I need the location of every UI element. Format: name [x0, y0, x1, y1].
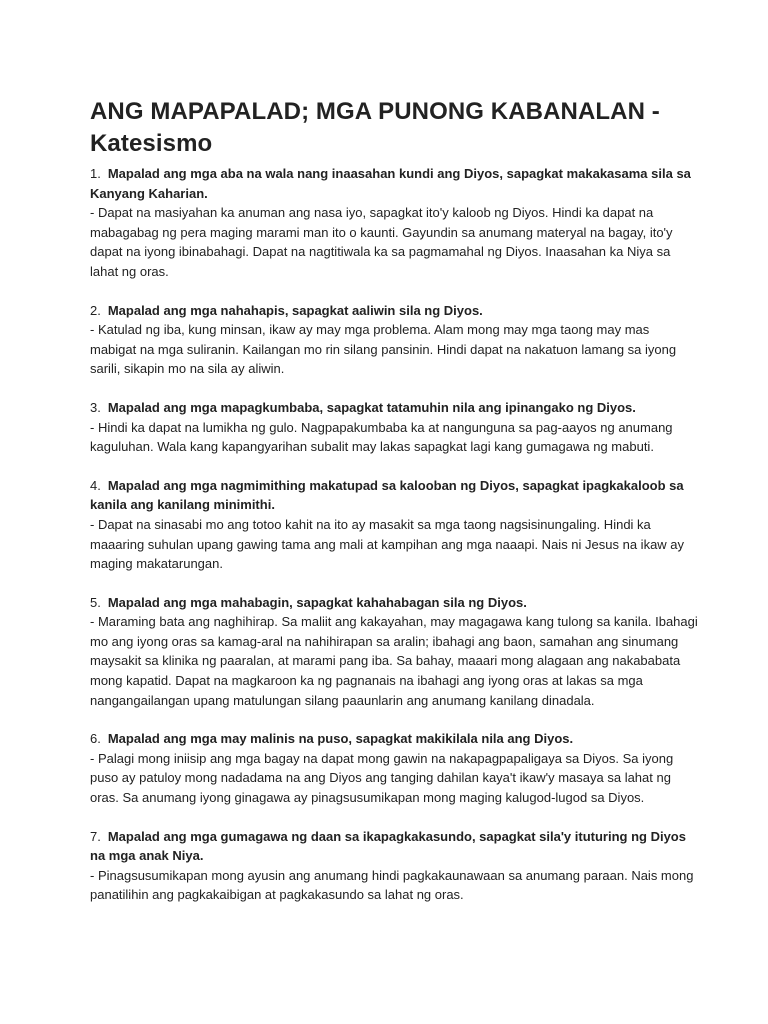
item-description: - Maraming bata ang naghihirap. Sa maliit ang kakayahan, may magagawa kang tulong sa kanila. Ibahagi mo ang iyong oras sa kamag-aral na nahihirapan sa aralin; ibahagi ang baon, samahan ang sinumang maysakit sa klinika ng paaralan, at marami pang iba. Sa bahay, maaari mong alagaan ang nakababata mong kapatid. Dapat na magkaroon ka ng pagnanais na ibahagi ang iyong oras at lakas sa mga nangangailangan upang matulungan silang paaunlarin ang anumang kanilang dinadala. [90, 614, 698, 708]
beatitude-item [90, 593, 698, 711]
beatitude-item [90, 729, 698, 807]
item-heading: Mapalad ang mga gumagawa ng daan sa ikapagkakasundo, sapagkat sila'y ituturing ng Diyos na mga anak Niya. [90, 828, 686, 864]
item-description: - Dapat na masiyahan ka anuman ang nasa iyo, sapagkat ito'y kaloob ng Diyos. Hindi ka dapat na mabagabag ng pera maging marami man ito o kaunti. Gayundin sa anumang materyal na bagay, ito'y dapat na iyong ibinabahagi. Dapat na nagtitiwala ka sa pagmamahal ng Diyos. Inaasahan ka Niya sa lahat ng oras. [90, 205, 673, 279]
item-number: 3. [90, 399, 101, 415]
item-number: 4. [90, 477, 101, 493]
beatitude-item [90, 398, 698, 457]
item-description: - Palagi mong iniisip ang mga bagay na dapat mong gawin na nakapagpapaligaya sa Diyos. Sa iyong puso ay patuloy mong nadadama na ang Diyos ang tanging dahilan kaya't ikaw'y masaya sa lahat ng oras. Sa anumang iyong ginagawa ay pinagsusumikapan mong maging kalugod-lugod sa Diyos. [90, 750, 674, 806]
item-description: - Hindi ka dapat na lumikha ng gulo. Nagpapakumbaba ka at nangunguna sa pag-aayos ng anumang kaguluhan. Wala kang kapangyarihan subalit may lakas sapagkat lagi kang gumagawa ng mabuti. [90, 419, 673, 455]
item-description: - Katulad ng iba, kung minsan, ikaw ay may mga problema. Alam mong may mga taong may mas mabigat na mga suliranin. Kailangan mo rin silang pansinin. Hindi dapat na nakatuon lamang sa iyong sarili, sikapin mo na sila ay aliwin. [90, 322, 677, 377]
item-number: 6. [90, 731, 101, 747]
beatitude-item [90, 164, 698, 282]
item-number: 5. [90, 594, 101, 610]
beatitude-item [90, 827, 698, 905]
document-title: ANG MAPAPALAD; MGA PUNONG KABANALAN - Katesismo [90, 98, 660, 157]
item-heading: Mapalad ang mga nagmimithing makatupad sa kalooban ng Diyos, sapagkat ipagkakaloob sa kanila ang kanilang minimithi. [90, 477, 684, 513]
item-heading: Mapalad ang mga nahahapis, sapagkat aaliwin sila ng Diyos. [107, 302, 483, 318]
item-number: 7. [90, 828, 101, 844]
item-heading: Mapalad ang mga aba na wala nang inaasahan kundi ang Diyos, sapagkat makakasama sila sa Kanyang Kaharian. [90, 166, 691, 201]
item-number: 2. [90, 302, 101, 318]
item-description: - Dapat na sinasabi mo ang totoo kahit na ito ay masakit sa mga taong nagsisinungaling. Hindi ka maaaring suhulan upang gawing tama ang mali at kampihan ang mga naaapi. Nais ni Jesus na ikaw ay maging makatarungan. [90, 516, 685, 572]
item-heading: Mapalad ang mga mapagkumbaba, sapagkat tatamuhin nila ang ipinangako ng Diyos. [107, 399, 636, 415]
item-description: - Pinagsusumikapan mong ayusin ang anumang hindi pagkakaunawaan sa anumang paraan. Nais mong panatilihin ang pagkakaibigan at pagkakasundo sa lahat ng oras. [90, 867, 694, 903]
beatitude-item [90, 476, 698, 574]
beatitude-item [90, 301, 698, 379]
item-number: 1. [90, 166, 101, 181]
item-heading: Mapalad ang mga mahabagin, sapagkat kahahabagan sila ng Diyos. [107, 594, 527, 610]
item-heading: Mapalad ang mga may malinis na puso, sapagkat makikilala nila ang Diyos. [107, 731, 574, 747]
